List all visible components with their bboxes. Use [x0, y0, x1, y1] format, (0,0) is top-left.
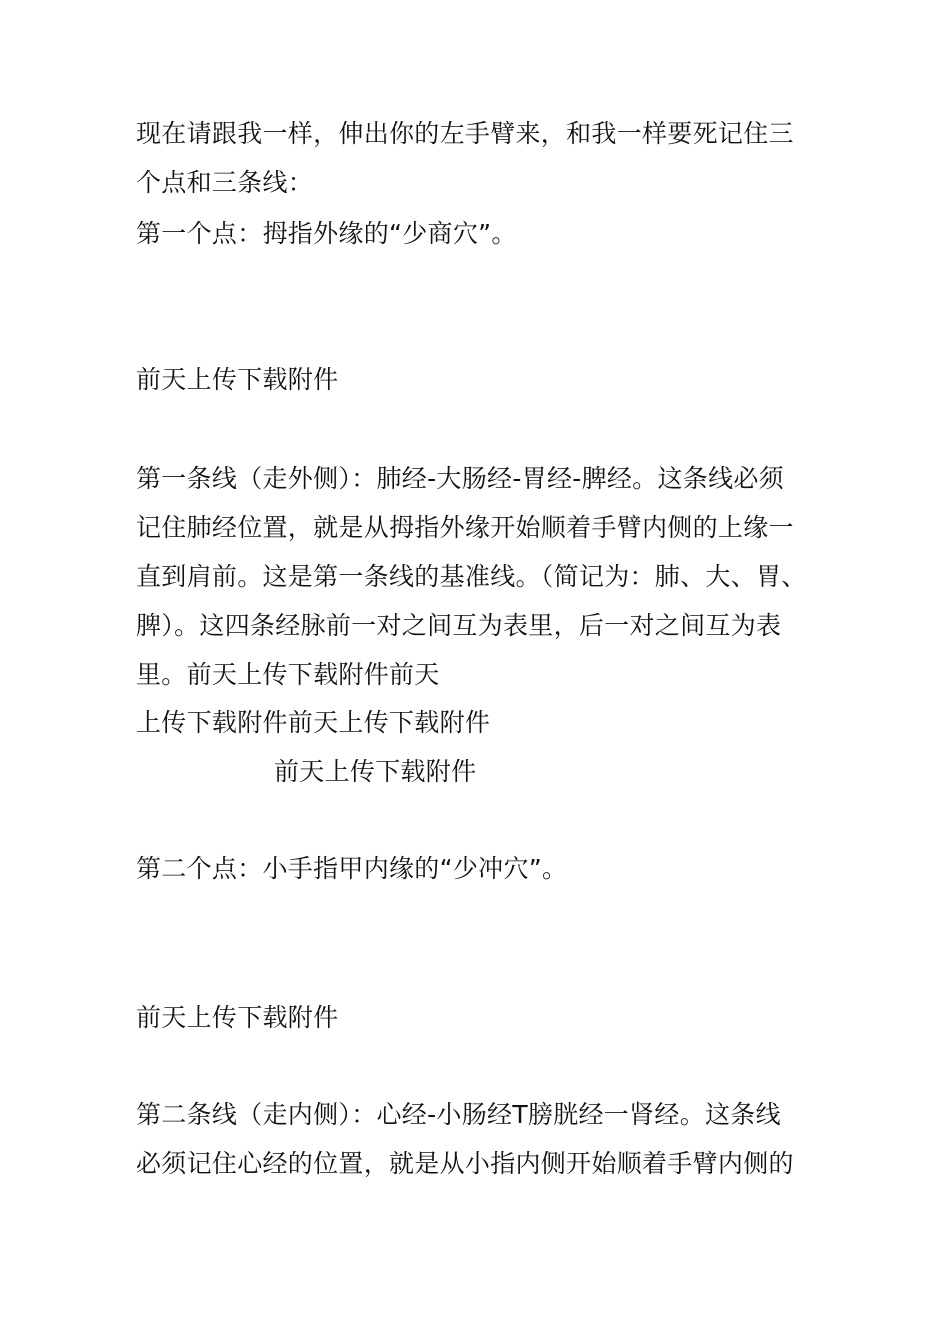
watermark-text: 上传下载附件前天上传下载附件	[136, 708, 491, 737]
watermark-text: 前天上传下载附件	[136, 365, 339, 394]
line-1-paragraph-line-3: 直到肩前。这是第一条线的基准线。（简记为：肺、大、胃、	[136, 562, 807, 591]
point-1-text: 第一个点：拇指外缘的“少商穴”。	[136, 219, 517, 248]
intro-line-2: 个点和三条线：	[136, 168, 314, 197]
line-1-paragraph-line-4: 脾）。这四条经脉前一对之间互为表里，后一对之间互为表	[136, 611, 782, 640]
point-2-text: 第二个点：小手指甲内缘的“少冲穴”。	[136, 854, 568, 883]
line-1-paragraph-line-2: 记住肺经位置，就是从拇指外缘开始顺着手臂内侧的上缘一	[136, 513, 794, 542]
watermark-text: 前天上传下载附件	[274, 757, 477, 786]
line-2-paragraph-line-2: 必须记住心经的位置，就是从小指内侧开始顺着手臂内侧的	[136, 1149, 794, 1178]
line-1-paragraph-line-5: 里。前天上传下载附件前天	[136, 660, 440, 689]
intro-line-1: 现在请跟我一样，伸出你的左手臂来，和我一样要死记住三	[136, 119, 794, 148]
line-1-paragraph-line-1: 第一条线（走外侧）：肺经-大肠经-胃经-脾经。这条线必须	[136, 464, 784, 493]
line-2-paragraph-line-1: 第二条线（走内侧）：心经-小肠经T膀胱经一肾经。这条线	[136, 1100, 781, 1129]
watermark-text: 前天上传下载附件	[136, 1003, 339, 1032]
